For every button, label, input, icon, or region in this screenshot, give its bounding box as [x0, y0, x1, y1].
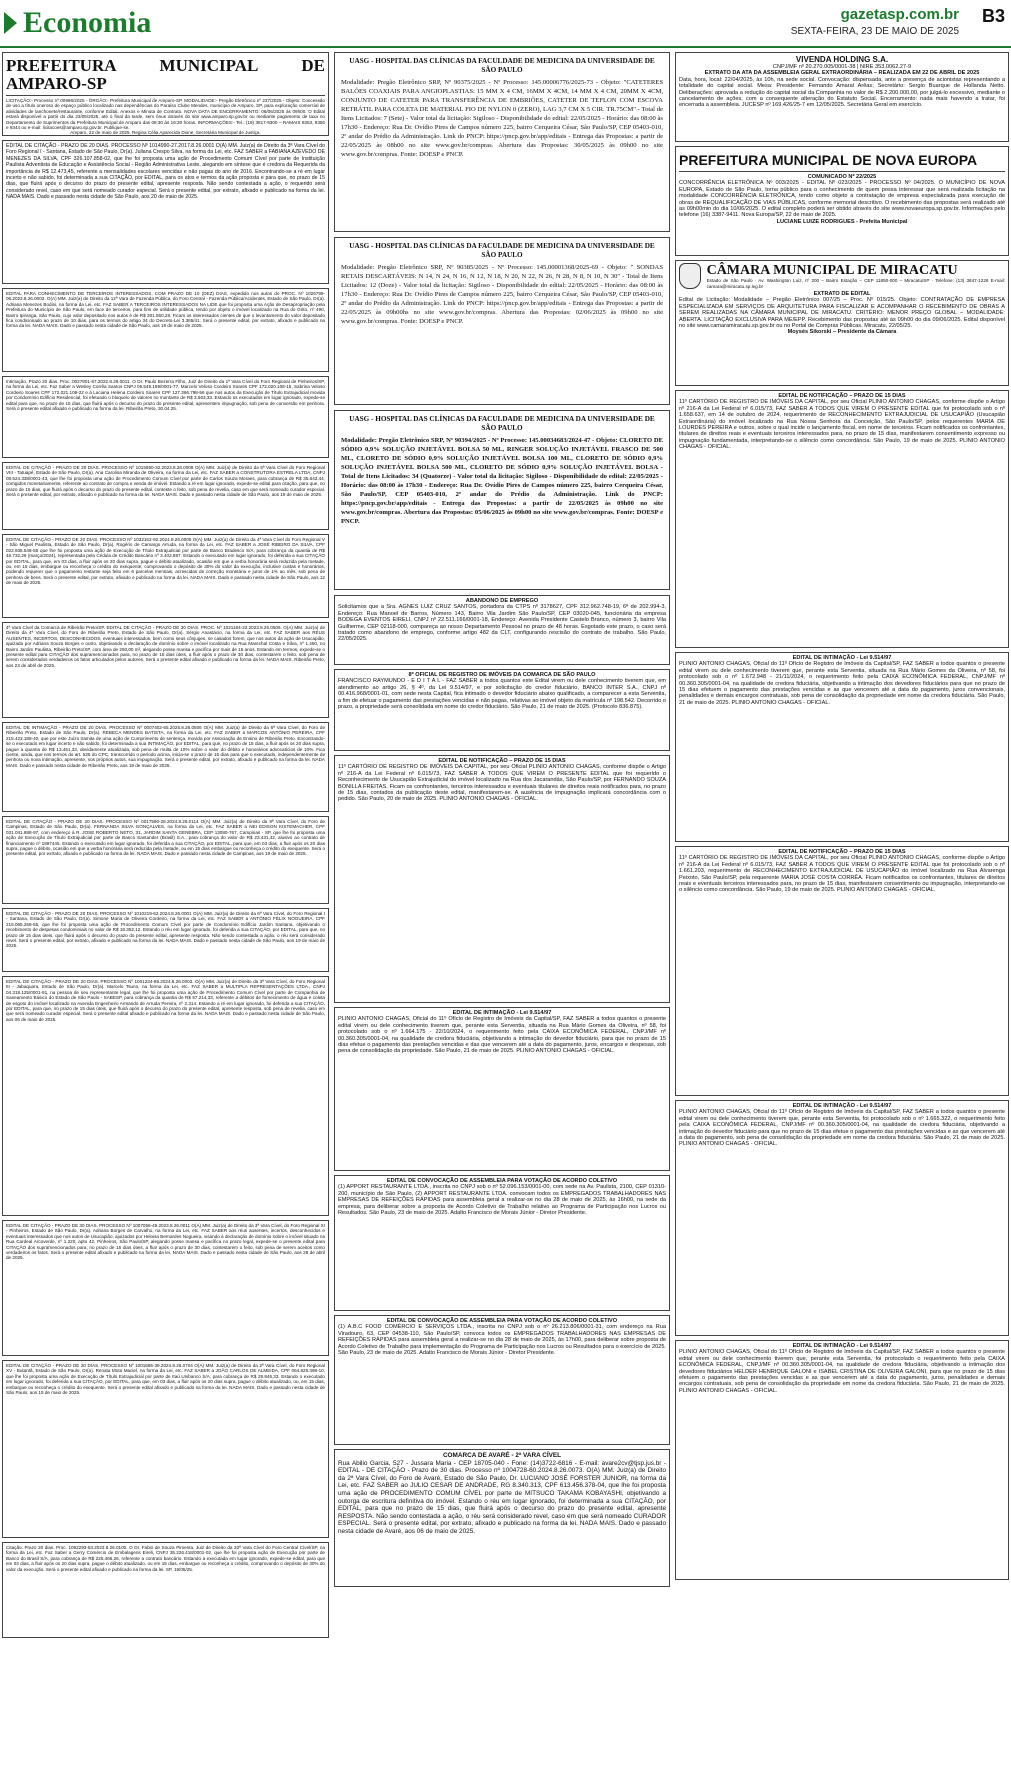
notice-body: Edital de Licitação: Modalidade – Pregão Eletrônico 007/25 – Proc. Nº 015/25. Objeto: CONTRATAÇÃO DE EMPRESA ESPECIALIZADA EM SERVIÇOS DE ARQUITETURA PARA FISCALIZAR E ACOMPANHAR O RECEBIMENTO DE OBRAS A SEREM REALIZADAS NA CÂMARA MUNICIPAL DE MIRACATU. CRITÉRIO: MENOR PREÇO GLOBAL – MODALIDADE: ABERTA. LICITAÇÃO EXCLUSIVA PARA ME/EPP. Recebimento das propostas até às 09h00 do dia 09/06/2025. Edital disponível no site www.camaramiracatu.sp.gov.br ou no Portal de Compras Públicas. Miracatu, 22/05/25. — [679, 297, 1005, 330]
notice-title: EDITAL DE NOTIFICAÇÃO – PRAZO DE 15 DIAS — [438, 758, 566, 764]
notice-title: EDITAL DE CONVOCAÇÃO DE ASSEMBLEIA PARA VOTAÇÃO DE ACORDO COLETIVO — [386, 1178, 618, 1184]
notice-body: PLINIO ANTONIO CHAGAS, Oficial do 11º Ofício de Registro de Imóveis da Capital/SP, FAZ SABER a todos quantos o presente edital virem ou dele conhecimento tiverem que, perante esta Serventia, foi protocolado sob o nº 1.665.322, o requerimento feito pela CAIXA ECONÔMICA FEDERAL, CNPJ/MF nº 00.360.305/0001-04, na qualidade de credora fiduciária, objetivando a intimação do devedor fiduciário para que no prazo de 15 dias efetue o pagamento das prestações vencidas e as que vencerem até a data do pagamento, sob pena de consolidação da propriedade em nome da credora fiduciária. São Paulo, 21 de maio de 2025. PLINIO ANTONIO CHAGAS - OFICIAL. — [679, 1109, 1005, 1148]
notice-body: Intimação. Prazo 20 dias. Proc. 0027801-67.2022.8.26.0011. O Dr. Paulo Bezerra Filho, Juiz de Direito da 1ª Vara Cível do Foro Regional de Pinheiros/SP, na forma da Lei, etc. Faz Saber a Wesley Corrêa Santos CNPJ 05.549.199/0001-77, Marcelo Veloso Cordeiro Soares CPF 172.020.108-15, Sabrina Veloso Cordeiro Soares CPF 172.021.109-22 e à Luciana Helena Cordeiro Soares CPF 127.366.798-56 que nos autos da Execução de Título Extrajudicial movida por Condomínio Edifício Residencial, foi efetuado o bloqueio de valores no montante de R$ 3.563,33. Estando os executados em lugar ignorado, expede-se edital para que, no prazo de 15 dias, que fluirá após o decurso do prazo do presente edital, apresentem impugnação, sob pena de conversão em penhora. Será o presente edital afixado e publicado na forma da lei. Ribeirão Preto, 30.04.25. — [6, 379, 325, 412]
coat-of-arms-icon — [679, 263, 701, 289]
notice-body: Modalidade: Pregão Eletrônico SRP, Nº 90394/2025 - Nº Processo: 145.00034683/2024-47 - Objeto: CLORETO DE SÓDIO 0,9% SOLUÇÃO INJETÁVEL BOLSA 50 ML, RINGER SOLUÇÃO INJETÁVEL FRASCO DE 500 ML, CLORETO DE SÓDIO 0,9% SOLUÇÃO INJETÁVEL BOLSA 100 ML, CLORETO DE SÓDIO 0,9% SOLUÇÃO INJETÁVEL BOLSA 500 ML, CLORETO DE SÓDIO 0,9% SOLUÇÃO INJETÁVEL BOLSA - Total de Itens Licitados: 34 (Quatorze) - Valor total da licitação: Sigiloso - Disponibilidade do edital: 22/05/2025 - Horário: das 08:00 às 17h30 - Endereço: Rua Dr. Ovídio Pires de Campos número 225, bairro Cerqueira César, São Paulo/SP, CEP 05403-010, 2º andar do Prédio da Administração. Link do PNCP: https://pncp.gov.br/app/editais - Entrega das Propostas: a partir de 22/05/2025 às 09h00 no site www.gov.br/compras. Abertura das Propostas: 05/06/2025 às 09h00 no site www.gov.br/compras. Fonte: DOESP e PNCP. — [341, 437, 663, 525]
notice-abandono — [334, 595, 670, 665]
header-divider — [0, 46, 1011, 48]
notice-body: Modalidade: Pregão Eletrônico SRP, Nº 90375/2025 - Nº Processo: 145.00006776/2025-73 - Objeto: "CATETERES BALÕES COAXIAIS PARA ANGIOPLASTIAS: 15 MM X 4 CM, 16MM X 4CM, 14 MM X 4 CM, 20MM X 4CM, CONJUNTO DE CATETER PARA TRANSFERÊNCIA DE EMBRIÕES, CATETER DE TEFLON COM ESCOVA RETRÁTIL PARA COLETA DE MATERIAL FIO DE NYLON 0 (ZERO), LAG 3,7 CM X 5 CIR. TR.75CM" - Total de Itens Licitados: 7 (Sete) - Valor total da licitação: Sigiloso - Disponibilidade do edital: 22/05/2025 - Horário: das 08:00 às 17h30 - Endereço: Rua Dr. Ovídio Pires de Campos número 225, bairro Cerqueira César, São Paulo/SP, CEP 05403-010, 2º andar do Prédio da Administração. Link do PNCP: https://pncp.gov.br/app/editais - Entrega das Propostas: a partir de 22/05/2025 às 08h00 no site www.gov.br/compras. Abertura das Propostas: 30/05/2025 às 09h00 no site www.gov.br/compras. Fonte: DOESP e PNCP. — [341, 79, 663, 158]
notice-body: PLINIO ANTONIO CHAGAS, Oficial do 11º Ofício de Registro de Imóveis da Capital/SP, FAZ SABER a todos quantos o presente edital virem ou dele conhecimento tiverem que, perante esta Serventia, situada na Rua Mário Gomes da Oliveira, nº 58, foi protocolado sob o nº 1.664.175 - 22/10/2024, o requerimento feito pela CAIXA ECONÔMICA FEDERAL, CNPJ/MF nº 00.360.305/0001-04, na qualidade de credora fiduciária, objetivando a intimação do devedor fiduciário, para que no prazo de 15 dias efetue o pagamento das prestações vencidas e das que vencerem até a data do pagamento, juros, encargos e despesas, sob pena de consolidação da propriedade. São Paulo, 21 de maio de 2025. PLINIO ANTONIO CHAGAS - OFICIAL. — [338, 1016, 666, 1055]
notice-subtitle: COMUNICADO Nº 22/2025 — [807, 174, 877, 180]
notice-body: FRANCISCO RAYMUNDO - E D I T A L - FAZ SABER a todos quantos este Edital virem ou dele conhecimento tiverem que, em atendimento ao artigo 26, § 4º, da Lei 9.514/97, e por solicitação do credor fiduciário, BANCO INTER S.A., CNPJ nº 00.416.968/0001-01, com sede nesta Capital, fica intimado o devedor fiduciário abaixo qualificado, a comparecer a esta Serventia, a fim de efetuar o pagamento das prestações vencidas e não pagas, relativas ao imóvel objeto da matrícula nº 198.542. Decorrido o prazo, a propriedade será consolidada em nome do credor fiduciário. São Paulo, 21 de maio de 2025. (Protocolo 836.875). — [338, 678, 666, 711]
notice-oficial — [334, 669, 670, 751]
notice-body: PLINIO ANTONIO CHAGAS, Oficial do 11º Ofício de Registro de Imóveis da Capital/SP, FAZ SABER a todos quantos o presente edital virem ou dele conhecimento tiverem que, perante esta Serventia, foi protocolado o requerimento feito pela CAIXA ECONÔMICA FEDERAL, CNPJ/MF nº 00.360.305/0001-04, na qualidade de credora fiduciária, objetivando a intimação dos devedores fiduciários HELDER HENRIQUE GALONI e ISABEL CRISTINA DE OLIVEIRA GALONI, para que no prazo de 15 dias efetuem o pagamento das prestações vencidas e as que vencerem até a data do pagamento, juros, penalidades e demais encargos contratuais, sob pena de consolidação da propriedade em nome da credora fiduciária. São Paulo, 21 de maio de 2025. PLINIO ANTONIO CHAGAS - OFICIAL. — [679, 1349, 1005, 1394]
notice-notificacao — [334, 755, 670, 1003]
column-middle — [334, 52, 670, 1782]
notice-body: Data, hora, local: 22/04/2025, às 10h, na sede social. Convocação: dispensada, ante a presença de acionistas representando a totalidade do capital social. Mesa: Presidente: Fernando Amaral Arêas; Secretário: Sergio Buarque de Hollanda Netto. Deliberações: aprovada a redução do capital social da Companhia no valor de R$ 2.200.000,00, por julgá-lo excessivo, mediante o cancelamento de ações, com a consequente alteração do Estatuto Social. Encerramento: nada mais havendo a tratar, foi encerrada a assembleia. JUCESP nº 169.426/25-7 em 12/05/2025. Secretária Geral em exercício. — [679, 76, 1005, 109]
notice-title: EDITAL DE CONVOCAÇÃO DE ASSEMBLEIA PARA VOTAÇÃO DE ACORDO COLETIVO — [386, 1318, 618, 1324]
notice-convocacao — [334, 1175, 670, 1311]
notice-intimacao — [675, 1100, 1009, 1336]
notice-title: CÂMARA MUNICIPAL DE MIRACATU — [706, 263, 958, 279]
notice-body: (1) A.B.C FOOD COMÉRCIO E SERVIÇOS LTDA., inscrita no CNPJ sob o nº 26.213.806/0001-31, com endereço na Rua Viradouro, 63, CEP 04538-110, São Paulo/SP, convoca todos os EMPREGADOS TRABALHADORES NAS EMPRESAS DE REFEIÇÕES RÁPIDAS para assembleia geral a realizar-se no dia 28 de maio de 2025, às 17h00, para deliberar sobre proposta de Acordo Coletivo de Trabalho para implementação do Programa de Participação nos Lucros ou Resultados para o exercício de 2025. São Paulo, 23 de maio de 2025. Adalto Francisco de Morais Júnior - Diretor Presidente. — [338, 1324, 666, 1357]
notice-signature: Amparo, 22 de maio de 2025. Regina Célia Aparecida Dione, Secretária Municipal de Justiça. — [70, 130, 261, 136]
notice-title: UASG - HOSPITAL DAS CLÍNICAS DA FACULDADE DE MEDICINA DA UNIVERSIDADE DE SÃO PAULO — [349, 242, 655, 259]
notice-edital — [2, 722, 329, 812]
notice-ids: CNPJ/MF nº 20.270.005/0001-38 | NIRE 353.0062.27-9 — [772, 64, 912, 70]
notice-body: Modalidade: Pregão Eletrônico SRP, Nº 90385/2025 - Nº Processo: 145.00001368/2025-69 - Objeto: " SONDAS RETAIS DESCARTÁVEIS: N 14, N 24, N 16, N 12, N 18, N 20, N 22, N 26, N 28, N 8, N 10, N 30" - Total de Itens Licitados: 12 (Doze) - Valor total da licitação: Sigiloso - Disponibilidade do edital: 22/05/2025 - Horário: das 08:00 às 17h30 - Endereço: Rua Dr. Ovídio Pires de Campos número 225, bairro Cerqueira César, São Paulo/SP, CEP 05403-010, 2º andar do Prédio da Administração. Link do PNCP: https://pncp.gov.br/app/editais - Entrega das Propostas: a partir de 22/05/2025 às 09h00hs no site www.gov.br/compras. Abertura das Propostas: 02/06/2025 às 09h00 no site www.gov.br/compras. Fonte: DOESP e PNCP. — [341, 264, 663, 325]
notice-body: EDITAL DE CITAÇÃO - PRAZO DE 20 DIAS. PROCESSO Nº 1010219-62.2024.8.26.0001 O(A) MM. Juiz(a) de Direito da 6ª Vara Cível, do Foro Regional I - Santana, Estado de São Paulo, Dr(a). Simone Maria de Oliveira Cordeiro, na forma da Lei, etc. FAZ SABER a ANTÔNIO FÉLIX NOGUEIRA, CPF 216.065.258-55, que lhe foi proposta uma ação de Procedimento Comum Cível por parte de Condomínio Edifício Jardim Santana, objetivando o recebimento de despesas condominiais no valor de R$ 18.352,12. Estando o réu em lugar ignorado, foi deferida a sua CITAÇÃO, por EDITAL, para que, no prazo de 15 dias úteis, que fluirá após o decurso do prazo do presente edital, apresente resposta. Não sendo contestada a ação, o réu será considerado revel. Será o presente edital, por extrato, afixado e publicado na forma da lei. NADA MAIS. Dado e passado nesta cidade de São Paulo, aos 19 de maio de 2025. — [6, 911, 325, 949]
notice-title: PREFEITURA MUNICIPAL DE AMPARO-SP — [6, 55, 325, 96]
notice-body: 11º CARTÓRIO DE REGISTRO DE IMÓVEIS DA CAPITAL, por seu Oficial PLINIO ANTONIO CHAGAS, conforme dispõe o Artigo nº 216-A da Lei Federal nº 6.015/73, FAZ SABER A TODOS QUE VIREM O PRESENTE EDITAL que foi protocolado sob o nº 1.658.637, em 14 de outubro de 2024, requerimento de RECONHECIMENTO EXTRAJUDICIAL DE USUCAPIÃO (Usucapião Extraordinária) do imóvel localizado na Rua Nossa Senhora da Conceição, São Paulo/SP, pelos requerentes MARIA DE LOURDES PEREIRA e outros, sobre o qual incide o lançamento fiscal, em nome de terceiros. Ficam notificados os confrontantes, titulares de direitos reais e eventuais terceiros interessados para, no prazo de 15 dias, manifestarem consentimento expresso ou impugnação fundamentada, interpretando-se o silêncio como concordância. São Paulo, 19 de maio de 2025. PLINIO ANTONIO CHAGAS - OFICIAL. — [679, 399, 1005, 451]
notice-vivenda — [675, 52, 1009, 142]
notice-body: PLINIO ANTONIO CHAGAS, Oficial do 11º Ofício de Registro de Imóveis da Capital/SP, FAZ SABER a todos quantos o presente edital virem ou dele conhecimento tiverem que, perante esta Serventia, situada na Rua Mário Gomes da Oliveira, nº 58, foi protocolado sob o nº 1.672.948 - 21/11/2024, o requerimento feito pela CAIXA ECONÔMICA FEDERAL, CNPJ/MF nº 00.360.305/0001-04, na qualidade de credora fiduciária, objetivando a intimação dos devedores fiduciários para que no prazo de 15 dias efetuem o pagamento das prestações vencidas e as que vencerem até a data do pagamento, juros convencionais, penalidades e demais encargos contratuais, sob pena de consolidação da propriedade em nome da credora fiduciária. São Paulo, 21 de maio de 2025. PLINIO ANTONIO CHAGAS - OFICIAL. — [679, 661, 1005, 706]
notice-body: EDITAL DE CITAÇÃO - PRAZO DE 30 DIAS. PROCESSO Nº 1007056-49.2023.8.26.0011 O(A) MM. Juiz(a) de Direito da 3ª Vara Cível, do Foro Regional XI - Pinheiros, Estado de São Paulo, Dr(a). Adriana Borges de Carvalho, na forma da Lei, etc. FAZ SABER aos réus ausentes, incertos, desconhecidos e eventuais interessados que nos autos de Usucapião, ajuizados por Heloisa Bernardes Nogueira, visando à declaração de domínio sobre o imóvel situado na Rua Cardeal Arcoverde, nº 1.220, apto 42, Pinheiros, São Paulo/SP, alegando posse mansa e pacífica no prazo legal, expede-se o presente edital para CITAÇÃO dos supramencionados para, no prazo de 15 dias úteis, a fluir após o prazo de 30 dias, contestarem o feito, sob pena de serem aceitos como verdadeiros os fatos. Será o presente edital afixado e publicado na forma da lei. NADA MAIS. Dado e passado nesta cidade de São Paulo, aos 28 de abril de 2025. — [6, 1223, 325, 1261]
notice-nova-europa — [675, 146, 1009, 256]
notice-body: Citação. Prazo 20 dias. Proc. 1092293-53.2023.8.26.0100. O Dr. Fabio de Souza Pimenta, Juiz de Direito da 32ª Vara Cível do Foro Central Cível/SP, na forma da Lei, etc. Faz Saber a Gerry Comércio de Embalagens Eireli, CNPJ 35.226.418/0001-02, que lhe foi proposta ação de Execução por parte de Banco do Brasil S/A, para cobrança de R$ 225.466,26, referente a contrato bancário. Estando a executada em lugar ignorado, expede-se edital, para que em 03 dias, a fluir após os 20 dias supra, pague o débito atualizado, ou em 15 dias, embargue ou reconheça o crédito, comprovando o depósito de 30% do valor da execução. Será o presente edital afixado e publicado na forma da lei. SP, 19/05/25. — [6, 1545, 325, 1572]
notice-title: COMARCA DE AVARÉ - 2ª VARA CÍVEL — [442, 1452, 562, 1459]
notice-body: EDITAL DE CITAÇÃO - PRAZO DE 20 DIAS. PROCESSO Nº 1032152-92.2024.8.26.0005 O(A) MM. Juiz(a) de Direito da 4ª Vara Cível do Foro Regional V - São Miguel Paulista, Estado de São Paulo, Dr(a). Rogério de Camargo Arruda, na forma da Lei, etc. FAZ SABER a JOSÉ RIBEIRO DA SILVA, CPF 022.935.548-55 que lhe foi proposta uma ação de Execução de Título Extrajudicial por parte de Banco Bradesco S/A, para cobrança da quantia de R$ 48.732,26 (março/2024), representada pela Cédula de Crédito Bancário nº 3.402.887. Estando o executado em lugar ignorado, foi deferida a sua CITAÇÃO por EDITAL, para que, em 03 dias, a fluir após os 20 dias supra, pague o débito atualizado, ocasião em que a verba honorária será reduzida pela metade, ou, em 15 dias, embargue ou reconheça o crédito do exequente, comprovando o depósito de 30% do valor da execução, inclusive custas e honorários, podendo requerer que o pagamento restante seja feito em 6 parcelas mensais, acrescidas de correção monetária e juros de 1% ao mês, sob pena de penhora de bens. Será o presente edital, por extrato, afixado e publicado na forma da lei. NADA MAIS. Dado e passado nesta cidade de São Paulo, aos 12 de maio de 2025. — [6, 537, 325, 586]
page-number: B3 — [981, 6, 1005, 26]
notice-body: CONCORRÊNCIA ELETRÔNICA Nº 003/2025 - EDITAL Nº 023/2025 - PROCESSO Nº 04/2025. O MUNICÍPIO DE NOVA EUROPA, Estado de São Paulo, torna público para o conhecimento de quem possa interessar que será realizada licitação na modalidade CONCORRÊNCIA ELETRÔNICA, tendo como objeto a contratação de empresa especializada para execução de obras de REQUALIFICAÇÃO DE VIAS PÚBLICAS, conforme memorial descritivo. O recebimento das propostas será realizado até as 09h00min do dia 10/06/2025. O edital completo poderá ser obtido através do site www.novaeuropa.sp.gov.br. Informações pelo telefone (16) 3387-9411. Nova Europa/SP, 22 de maio de 2025. — [679, 180, 1005, 219]
notice-hc-fmusp — [334, 237, 670, 405]
column-right — [675, 52, 1009, 1782]
page-header — [0, 0, 1011, 52]
section-label: Economia — [23, 6, 152, 39]
notice-edital — [2, 534, 329, 618]
notice-title: UASG - HOSPITAL DAS CLÍNICAS DA FACULDADE DE MEDICINA DA UNIVERSIDADE DE SÃO PAULO — [349, 415, 655, 432]
notice-body: EDITAL PARA CONHECIMENTO DE TERCEIROS INTERESSADOS, COM PRAZO DE 10 (DEZ) DIAS, expedido nos autos do PROC. Nº 1026799-06.2023.8.26.0003. O(A) MM. Juiz(a) de Direito da 12ª Vara de Fazenda Pública, do Foro Central - Fazenda Pública/Acidentes, Estado de São Paulo, Dr(a). Adriana Menezes Bodini, na forma da Lei, etc. FAZ SABER A TERCEIROS INTERESSADOS NA LIDE que foi proposta uma Ação de Desapropriação pela Prefeitura do Município de São Paulo, em face de terceiros, para fins de utilidade pública, tendo por objeto o imóvel localizado na Rua do Grito, nº 490, Bairro Ipiranga, São Paulo, cujo valor depositado nos autos é de R$ 301.550,28. Ficam os interessados cientes de que o levantamento do valor depositado fica condicionado ao prazo de 10 dias, para os termos do artigo 34 do Decreto-Lei 3.365/41. Será o presente edital, por extrato, afixado e publicado na forma da lei. NADA MAIS. Dado e passado nesta cidade de São Paulo, aos 19 de maio de 2025. — [6, 291, 325, 329]
notice-body: Rua Abilio Garcia, 527 - Jussara Maria - CEP 18705-040 - Fone: (14)3722-6816 - E-mail: avare2cv@tjsp.jus.br - EDITAL - DE CITAÇÃO - Prazo de 30 dias. Processo nº 1004728-60.2024.8.26.0073. O(A) MM. Juiz(a) de Direito da 2ª Vara Cível, do Foro de Avaré, Estado de São Paulo, Dr. LUCIANO JOSÉ FORSTER JUNIOR, na forma da Lei, etc. FAZ SABER ao JULIO CESAR DE ANDRADE, RG 8.340.313, CPF 613.456.378-04, que lhe foi proposta uma ação de PROCEDIMENTO COMUM CÍVEL por parte de MITSUCO TAKAMA KOBAYASHI, objetivando a outorga de escritura definitiva do imóvel. Estando o réu em lugar ignorado, foi determinada a sua CITAÇÃO, por EDITAL, para que no prazo de 15 dias, que fluirá após o decurso do prazo do presente edital, apresente RESPOSTA. Não sendo contestada a ação, o réu será considerado revel, caso em que será nomeado CURADOR ESPECIAL. Será o presente edital, por extrato, afixado e publicado na forma da lei. NADA MAIS. Dado e passado nesta cidade de Avaré, aos 06 de maio de 2025. — [338, 1459, 666, 1535]
notice-body: EDITAL DE INTIMAÇÃO - PRAZO DE 20 DIAS. PROCESSO Nº 0007402-65.2025.8.26.0506 O(A) MM. Juiz(a) de Direito da 6ª Vara Cível, do Foro de Ribeirão Preto, Estado de São Paulo, Dr(a). REBECA MENDES BATISTA, na forma da Lei, etc. FAZ SABER a MARCOS ANTÔNIO PEREIRA, CPF 215.423.188-40, que por este Juízo tramita de uma ação de Cumprimento de sentença, movida por Associação de Ensino de Ribeirão Preto. Encontrando-se o executado em lugar incerto e não sabido, foi determinada a sua INTIMAÇÃO, por EDITAL, para que, no prazo de 15 dias, a fluir após os 20 dias supra, pague a quantia de R$ 13.451,33, devidamente atualizada, sob pena de multa de 10% sobre o valor do débito e honorários advocatícios de 10%. Fica ciente, ainda, que nos termos do art. 525 do CPC, transcorrido o período acima, inicia-se o prazo de 15 dias para que o executado, independentemente de penhora ou nova intimação, apresente, nos próprios autos, sua impugnação. Será o presente edital, por extrato, afixado e publicado na forma da lei. NADA MAIS. Dado e passado nesta cidade de Ribeirão Preto, aos 19 de maio de 2025. — [6, 725, 325, 768]
notice-title: EDITAL DE INTIMAÇÃO - Lei 9.514/97 — [792, 655, 892, 661]
notice-title: 8º OFICIAL DE REGISTRO DE IMÓVEIS DA COMARCA DE SÃO PAULO — [408, 672, 596, 678]
notice-signature: LUCIANE LUIZE RODRIGUES - Prefeita Municipal — [776, 218, 908, 225]
notice-title: VIVENDA HOLDING S.A. — [795, 55, 889, 64]
notice-header — [679, 263, 1005, 289]
notice-title: PREFEITURA MUNICIPAL DE NOVA EUROPA — [679, 149, 1005, 172]
notice-intimacao — [334, 1007, 670, 1171]
notice-edital — [2, 376, 329, 458]
notice-hc-fmusp — [334, 410, 670, 590]
notice-title: EDITAL DE INTIMAÇÃO - Lei 9.514/97 — [792, 1343, 892, 1349]
notice-body: EDITAL DE CITAÇÃO - PRAZO DE 20 DIAS. PROCESSO Nº 0017590-28.2024.8.26.0114 O(A) MM. Juiz(a) de Direito da 9ª Vara Cível, do Foro de Campinas, Estado de São Paulo, Dr(a). FERNANDA SILVA GONÇALVES, na forma da Lei, etc. FAZ SABER a NEI EDISON KISTEMACHER, CPF 031.041.688-97, com endereço à R. JOSE ROBERTO NETO, 31, JARDIM SANTA GENEBRA, CEP 13080-767, Campinas - SP, que lhe foi proposta uma ação de Execução de Título Extrajudicial por parte de Banco Santander (Brasil) S.A., para cobrança do valor de R$ 23.431,42, alusivo ao contrato de financiamento nº 1897445. Estando o executado em lugar ignorado, foi deferida a sua CITAÇÃO, por EDITAL, para que, em 03 dias, a fluir após os 20 dias supra, pague o débito, ocasião em que a verba honorária será reduzida pela metade, ou em 15 dias embargue ou reconheça o crédito do exequente. Será o presente edital, por extrato, afixado e publicado na forma da lei. NADA MAIS. Dado e passado nesta cidade de Campinas, aos 19 de maio de 2025. — [6, 819, 325, 857]
notice-body: LICITAÇÃO:- Processo nº 00996/2025 - ÓRGÃO:- Prefeitura Municipal de Amparo-SP. MODALIDADE:- Pregão Eletrônico nº 237/2025 - Objeto: Concessão de uso a título oneroso de espaço público localizado nas dependências do Paraíso Clube Mendes, município de Amparo, SP, para exploração comercial de atividades de lanchonete/restaurante, conforme Edital, Anexos e Minuta de Contrato. NOVA DATA DE ENCERRAMENTO: 06/06/2025 às 09h00. O Edital estará disponível a partir do dia 23/05/2025, até o final da tarde, sem ônus através do site www.amparo.sp.gov.br ou mediante pagamento de taxa no Departamento de Suprimentos da Prefeitura Municipal de Amparo das 08:30 às 16:30 horas. INFORMAÇÕES:- Tel.: (19) 3817-9300 – RAMAIS 9353, 9356 e 9344 ou e-mail: licitacoes@amparo.sp.gov.br. Publique-se. — [6, 98, 325, 131]
notice-title: UASG - HOSPITAL DAS CLÍNICAS DA FACULDADE DE MEDICINA DA UNIVERSIDADE DE SÃO PAULO — [349, 57, 655, 74]
issue-date: SEXTA-FEIRA, 23 DE MAIO DE 2025 — [790, 26, 959, 37]
notice-body: 11º CARTÓRIO DE REGISTRO DE IMÓVEIS DA CAPITAL, por seu Oficial PLINIO ANTONIO CHAGAS, conforme dispõe o Artigo nº 216-A da Lei Federal nº 6.015/73, FAZ SABER A TODOS QUE VIREM O PRESENTE EDITAL que foi protocolado sob o nº 1.661.203, requerimento de RECONHECIMENTO EXTRAJUDICIAL DE USUCAPIÃO do imóvel localizado na Rua Alvarenga Peixoto, São Paulo/SP, pela requerente MARIA JOSÉ COSTA CORRÊA. Ficam notificados os confrontantes, titulares de direitos reais e eventuais terceiros interessados para, no prazo de 15 dias, manifestarem consentimento ou impugnação, interpretando-se o silêncio como concordância. São Paulo, 19 de maio de 2025. PLINIO ANTONIO CHAGAS - OFICIAL. — [679, 855, 1005, 894]
notice-miracatu — [675, 260, 1009, 386]
notice-intimacao — [675, 1340, 1009, 1580]
notice-edital — [2, 622, 329, 718]
notice-body: (1) APPORT RESTAURANTE LTDA., inscrita no CNPJ sob o nº 52.096.153/0001-00, com sede na Av. Paulista, 2100, CEP 01310-200, município de São Paulo, (2) APPORT RESTAURANTE LTDA. convocam todos os EMPREGADOS TRABALHADORES NAS EMPRESAS DE REFEIÇÕES RÁPIDAS para assembleia geral a realizar-se no dia 28 de maio de 2025, às 16h00, na sede da empresa, para deliberar sobre a proposta de Acordo Coletivo de Trabalho relativo ao Programa de Participação nos Lucros ou Resultados. São Paulo, 23 de maio de 2025. Adalto Francisco de Morais Júnior - Diretor Presidente. — [338, 1184, 666, 1217]
notice-edital — [2, 288, 329, 372]
notice-subtitle: EXTRATO DE EDITAL — [813, 291, 871, 297]
notice-body: EDITAL DE CITAÇÃO - PRAZO DE 20 DIAS. PROCESSO Nº 1001234-85.2024.8.26.0003. O(A) MM. Juiz(a) de Direito da 3ª Vara Cível, do Foro Regional III - Jabaquara, Estado de São Paulo, Dr(a). Marcelo Tsuno, na forma da Lei, etc. FAZ SABER a MULTIPLA REPRESENTAÇÕES LTDA., CNPJ 04.318.125/0001-91, na pessoa de seu representante legal, que lhe foi proposta uma ação de Procedimento Comum Cível por parte de Companhia de Saneamento Básico do Estado de São Paulo - SABESP, para cobrança da quantia de R$ 57.214,33, referente a débitos de fornecimento de água e coleta de esgoto do imóvel localizado na Avenida Engenheiro Armando de Arruda Pereira, nº 2.314. Estando a ré em lugar ignorado, foi deferida a sua CITAÇÃO, por EDITAL, para que, no prazo de 15 dias úteis, que fluirá após o decurso do prazo do presente edital, apresente resposta, sob pena de revelia, caso em que será nomeado curador especial. Será o presente edital afixado e publicado na forma da lei. NADA MAIS. Dado e passado nesta cidade de São Paulo, aos 06 de maio de 2025. — [6, 979, 325, 1022]
notice-title: EDITAL DE NOTIFICAÇÃO – PRAZO DE 15 DIAS — [778, 393, 906, 399]
site-name: gazetasp.com.br — [840, 6, 959, 23]
notice-edital — [2, 976, 329, 1216]
notice-edital — [2, 1220, 329, 1356]
section-title — [4, 6, 151, 40]
notice-edital — [2, 1542, 329, 1638]
notice-edital — [2, 140, 329, 284]
notice-signature: Moysés Sikorski – Presidente da Câmara — [787, 329, 897, 336]
notice-subtitle: EXTRATO DA ATA DA ASSEMBLEIA GERAL EXTRAORDINÁRIA – REALIZADA EM 22 DE ABRIL DE 2025 — [704, 70, 980, 77]
notice-title: EDITAL DE INTIMAÇÃO - Lei 9.514/97 — [792, 1103, 892, 1109]
notice-title: ABANDONO DE EMPREGO — [465, 598, 539, 604]
notice-hc-fmusp — [334, 52, 670, 232]
notice-convocacao — [334, 1315, 670, 1445]
notice-body: 11º CARTÓRIO DE REGISTRO DE IMÓVEIS DA CAPITAL, por seu Oficial PLINIO ANTONIO CHAGAS, conforme dispõe o Artigo nº 216-A da Lei Federal nº 6.015/73, FAZ SABER A TODOS QUE VIREM O PRESENTE EDITAL que foi requerido o Reconhecimento de Usucapião Extrajudicial do imóvel localizado na Rua dos Jacarandás, São Paulo/SP, por FERNANDO SOUZA BONILLA FREITAS. Ficam os confrontantes, terceiros interessados e eventuais titulares de direitos reais notificados para, no prazo de 15 dias, contados da publicação deste edital, manifestarem-se. A ausência de impugnação implicará concordância com o pedido. São Paulo, 20 de maio de 2025. PLINIO ANTONIO CHAGAS - OFICIAL. — [338, 764, 666, 803]
notice-title: EDITAL DE NOTIFICAÇÃO – PRAZO DE 15 DIAS — [778, 849, 906, 855]
chevron-right-icon — [4, 12, 17, 34]
notice-amparo — [2, 52, 329, 136]
notice-edital — [2, 462, 329, 530]
notice-body: 4ª Vara Cível da Comarca de Ribeirão Preto/SP. EDITAL DE CITAÇÃO - PRAZO DE 30 DIAS. PROC. Nº 1021184-22.2023.8.26.0506. O(A) MM. Juiz(a) de Direito da 4ª Vara Cível, do Foro de Ribeirão Preto, Estado de São Paulo, Dr(a). Sérgio Anastácio, na forma da Lei, etc. FAZ SABER aos RÉUS AUSENTES, INCERTOS, DESCONHECIDOS, eventuais interessados, bem como seus cônjuges, se casados forem, que nos autos da ação de Usucapião, ajuizada por Adriana Souza Borges e outro, objetivando a declaração de domínio sobre o imóvel localizado na Rua Marechal Costa e Silva, nº 1.450, no Bairro Jardim Paulista, Ribeirão Preto/SP, com área de 250,00 m², alegando posse mansa e pacífica por mais de 15 anos. Estando em termos, expede-se o presente edital para CITAÇÃO dos supramencionados para, no prazo de 15 dias úteis, a fluir após o prazo de 30 dias, contestarem o feito, sob pena de serem considerados verdadeiros os fatos articulados pelos autores. Será o presente edital afixado e publicado na forma da lei. NADA MAIS. Ribeirão Preto, aos 23 de abril de 2025. — [6, 625, 325, 668]
notice-intimacao — [675, 652, 1009, 842]
notice-edital — [2, 816, 329, 904]
notice-notificacao — [675, 390, 1009, 648]
notice-title: EDITAL DE INTIMAÇÃO - Lei 9.514/97 — [452, 1010, 552, 1016]
column-left — [2, 52, 329, 1782]
notice-body: EDITAL DE CITAÇÃO - PRAZO DE 20 DIAS. PROCESSO Nº 1015950-32.2023.8.26.0008 O(A) MM. Juiz(a) de Direito da 5ª Vara Cível do Foro Regional VIII - Tatuapé, Estado de São Paulo, Dr(a). Ana Carolina Miranda de Oliveira, na forma da Lei, etc. FAZ SABER a CONSTRUTORA ESTRELA LTDA, CNPJ 08.524.338/0001-43, que lhe foi proposta uma ação de Procedimento Comum Cível por parte de Carlos Souza Moraes, para cobrança de R$ 35.643,44, corrigidos monetariamente, referente ao contrato de compra e venda de imóvel. Estando a ré em lugar ignorado, expede-se edital para citação, para que, no prazo de 15 dias, que fluirá após o decurso do prazo do presente edital, conteste o feito, sob pena de revelia, caso em que será nomeado curador especial. Será o presente edital, por extrato, afixado e publicado na forma da lei. NADA MAIS. Dado e passado nesta cidade de São Paulo, aos 19 de maio de 2025. — [6, 465, 325, 498]
notice-notificacao — [675, 846, 1009, 1096]
notice-edital — [2, 908, 329, 972]
notice-body: Solicitamos que a Sra. AGNES LUIZ CRUZ SANTOS, portadora da CTPS nº 3178627, CPF 312.962.748-19, 6ª de 202.994-3, Endereço: Rua Manoel de Barros, Número 143, Bairro Vila Jardim São Paulo/SP, CEP 03020-045, funcionária da empresa BODEGA EVENTOS EIRELI, CNPJ nº 22.511.166/0001-18, Endereço: Avenida Presidente Castelo Branco, número 3, bairro Vila Guilherme, CEP 02118-000, compareça ao nosso Departamento Pessoal no prazo de 48 horas. Esgotado este prazo, o caso será tratado como abandono de emprego, conforme artigo 482 da CLT, configurando rescisão do contrato de trabalho. São Paulo, 22/05/2025. — [338, 604, 666, 643]
notice-body: EDITAL DE CITAÇÃO - PRAZO DE 20 DIAS. PROCESSO Nº 1014990-27.2017.8.26.0001 O(A) MM. Juiz(a) de Direito da 3ª Vara Cível do Foro Regional I - Santana, Estado de São Paulo, Dr(a). Juliana Crespo Silva, na forma da Lei, etc. FAZ SABER a FABIANA AZEVEDO DE MENEZES DA SILVA, CPF 326.107.858-02, que lhe foi proposta uma ação de Procedimento Comum Cível por parte de Instituição Paulista Adventista de Educação e Assistência Social - Região Administrativa Leste, alegando em síntese que é credora da Requerida da importância de R$ 12.473,45, referente a mensalidades escolares vencidas e não pagas do ano de 2016. Encontrando-se a ré em lugar incerto e não sabido, foi determinada a sua CITAÇÃO, por EDITAL, para os atos e termos da ação proposta e para que, no prazo de 15 dias, que fluirá após o decurso do prazo do presente edital, apresente resposta. Não sendo contestada a ação, o requerido será considerado revel, caso em que será nomeado curador especial. Será o presente edital, por extrato, afixado e publicado na forma da lei. NADA MAIS. Dado e passado nesta cidade de São Paulo, aos 20 de maio de 2025. — [6, 143, 325, 201]
notice-body: EDITAL DE CITAÇÃO - PRAZO DE 20 DIAS. PROCESSO Nº 1001685-39.2024.8.26.0704 O(A) MM. Juiz(a) de Direito da 2ª Vara Cível, do Foro Regional XV - Butantã, Estado de São Paulo, Dr(a). Renata Mota Maciel, na forma da Lei, etc. FAZ SABER a JOÃO CARLOS DE ALMEIDA, CPF 064.825.398-10, que lhe foi proposta uma ação de Execução de Título Extrajudicial por parte de Itaú Unibanco S/A, para cobrança de R$ 29.846,33. Estando o executado em lugar ignorado, foi deferida a sua CITAÇÃO, por EDITAL, para que, em 03 dias, a fluir após os 20 dias supra, pague o débito atualizado, ou, em 15 dias, embargue ou reconheça o crédito do exequente. Será o presente edital afixado e publicado na forma da lei. NADA MAIS. Dado e passado nesta cidade de São Paulo, aos 15 de maio de 2025. — [6, 1363, 325, 1396]
notice-edital — [2, 1360, 329, 1538]
notice-avare — [334, 1449, 670, 1587]
notice-address: Estado de São Paulo · Av. Washington Luiz, nº 200 – Bairro Estação – CEP 11850-000 – Miracatu/SP · Telefone: (13) 3847-1226 E-mail: camara@miracatu.sp.leg.br — [706, 278, 1005, 289]
